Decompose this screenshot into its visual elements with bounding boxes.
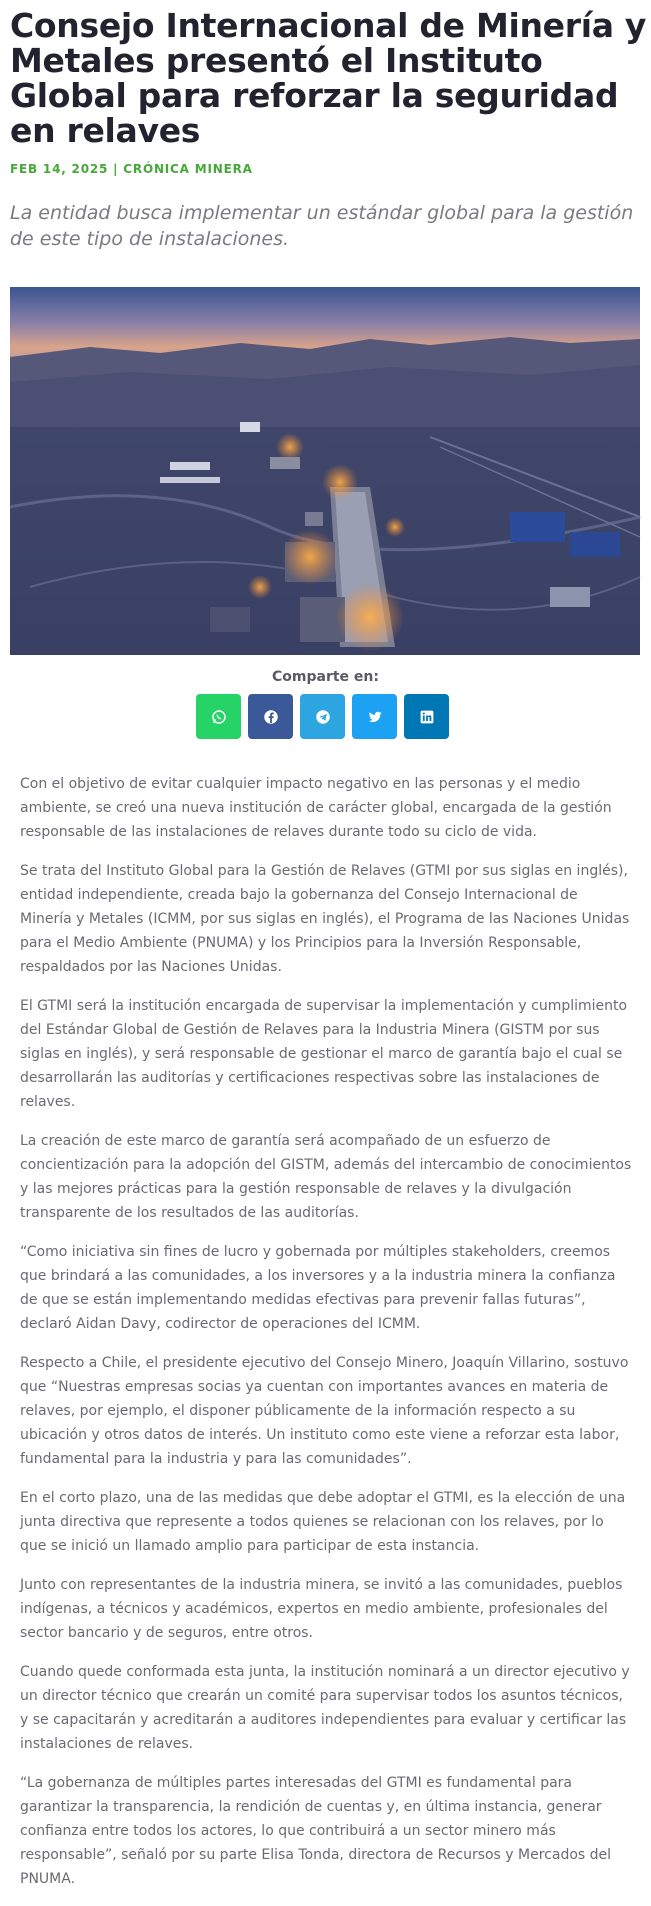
share-whatsapp-button[interactable]: [196, 694, 241, 739]
twitter-icon: [366, 708, 384, 726]
article-paragraph: Cuando quede conformada esta junta, la institución nominará a un director ejecutivo y un director técnico que crearán un comité para supervisar todos los asuntos técnicos, y se capacitarán y acreditarán a auditores independientes para evaluar y certificar las instalaciones de relaves.: [20, 1664, 630, 1752]
article-paragraph: “Como iniciativa sin fines de lucro y gobernada por múltiples stakeholders, creemos que brindará a las comunidades, a los inversores y a la industria minera la confianza de que se están implementando medidas efectivas para prevenir fallas futuras”, declaró Aidan Davy, codirector de operaciones del ICMM.: [20, 1244, 616, 1332]
article-paragraph: Respecto a Chile, el presidente ejecutivo del Consejo Minero, Joaquín Villarino, sostuvo que “Nuestras empresas socias ya cuentan con importantes avances en materia de relaves, por ejemplo, el disponer públicamente de la información respecto a su ubicación y otros datos de interés. Un instituto como este viene a reforzar esta labor, fundamental para la industria y para las comunidades”.: [20, 1355, 629, 1467]
share-label: Comparte en:: [272, 669, 379, 685]
share-twitter-button[interactable]: [352, 694, 397, 739]
article-paragraph: “La gobernanza de múltiples partes interesadas del GTMI es fundamental para garantizar la transparencia, la rendición de cuentas y, en última instancia, generar confianza entre todos los actores, lo que contribuirá a un sector minero más responsable”, señaló por su parte Elisa Tonda, directora de Recursos y Mercados del PNUMA.: [20, 1775, 612, 1887]
article-meta: FEB 14, 2025 | CRÓNICA MINERA: [10, 162, 253, 176]
article-subtitle: La entidad busca implementar un estándar global para la gestión de este tipo de instalaciones.: [10, 202, 634, 250]
article-paragraph: Junto con representantes de la industria minera, se invitó a las comunidades, pueblos indígenas, a técnicos y académicos, expertos en medio ambiente, profesionales del sector bancario y de seguros, entre otros.: [20, 1577, 623, 1641]
article-paragraph: Se trata del Instituto Global para la Gestión de Relaves (GTMI por sus siglas en inglés), entidad independiente, creada bajo la gobernanza del Consejo Internacional de Minería y Metales (ICMM, por sus siglas en inglés), el Programa de las Naciones Unidas para el Medio Ambiente (PNUMA) y los Principios para la Inversión Responsable, respaldados por las Naciones Unidas.: [20, 863, 630, 975]
hero-image-mine-aerial-dusk: [10, 287, 640, 655]
article-paragraph: En el corto plazo, una de las medidas que debe adoptar el GTMI, es la elección de una junta directiva que represente a todos quienes se relacionan con los relaves, por lo que se inició un llamado amplio para participar de esta instancia.: [20, 1490, 626, 1554]
article-paragraph: La creación de este marco de garantía será acompañado de un esfuerzo de concientización para la adopción del GISTM, además del intercambio de conocimientos y las mejores prácticas para la gestión responsable de relaves y la divulgación transparente de los resultados de las auditorías.: [20, 1133, 632, 1221]
share-facebook-button[interactable]: [248, 694, 293, 739]
share-telegram-button[interactable]: [300, 694, 345, 739]
article-body: [20, 772, 632, 1906]
facebook-icon: [262, 708, 280, 726]
share-buttons: [196, 694, 456, 740]
article-title: Consejo Internacional de Minería y Metales presentó el Instituto Global para reforzar la seguridad en relaves: [10, 6, 647, 150]
article-paragraph: El GTMI será la institución encargada de supervisar la implementación y cumplimiento del Estándar Global de Gestión de Relaves para la Industria Minera (GISTM por sus siglas en inglés), y será responsable de gestionar el marco de garantía bajo el cual se desarrollarán las auditorías y certificaciones respectivas sobre las instalaciones de relaves.: [20, 998, 628, 1110]
linkedin-icon: [418, 708, 436, 726]
share-linkedin-button[interactable]: [404, 694, 449, 739]
whatsapp-icon: [210, 708, 228, 726]
telegram-icon: [314, 708, 332, 726]
article-paragraph: Con el objetivo de evitar cualquier impacto negativo en las personas y el medio ambiente, se creó una nueva institución de carácter global, encargada de la gestión responsable de las instalaciones de relaves durante todo su ciclo de vida.: [20, 776, 612, 840]
